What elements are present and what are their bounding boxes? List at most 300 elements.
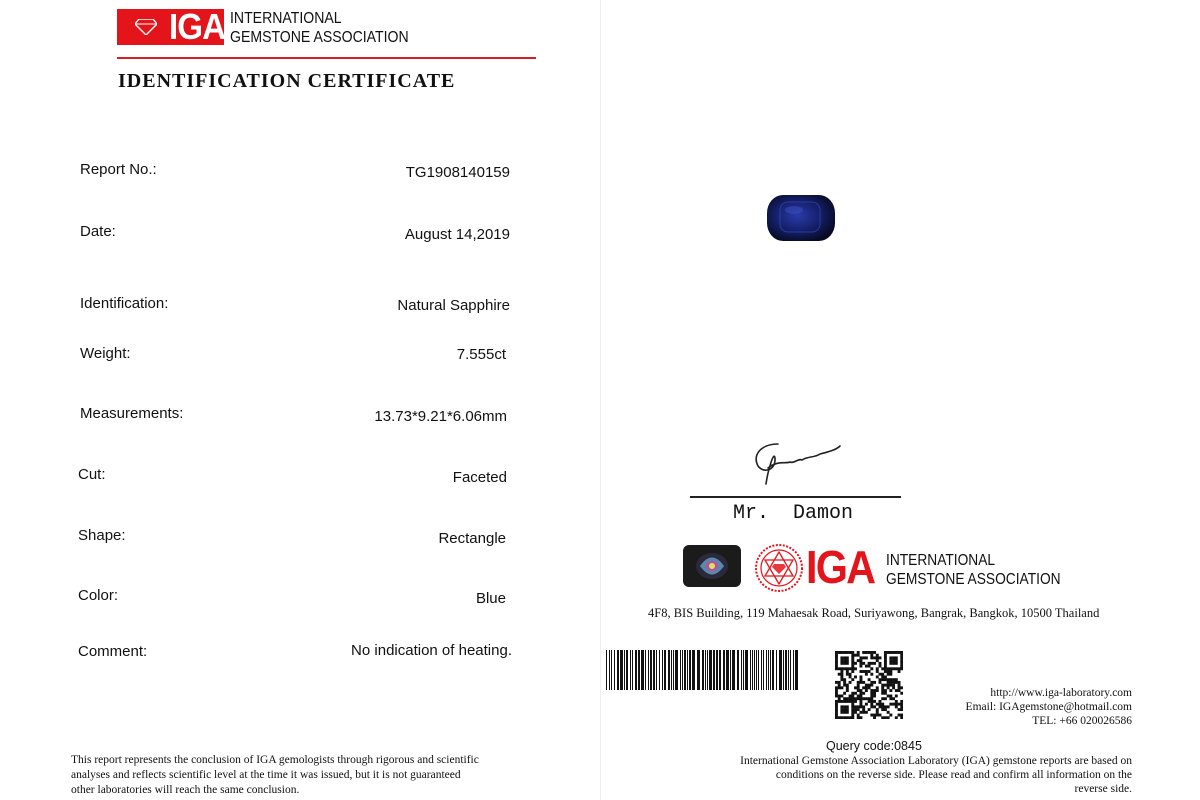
qr-module — [846, 700, 849, 703]
qr-module — [851, 654, 854, 657]
qr-module — [851, 705, 854, 708]
qr-module — [849, 651, 852, 654]
qr-module — [859, 670, 862, 673]
qr-module — [884, 678, 887, 681]
qr-module — [835, 667, 838, 670]
qr-module — [857, 705, 860, 708]
qr-module — [843, 684, 846, 687]
qr-module — [895, 678, 898, 681]
qr-module — [870, 689, 873, 692]
qr-module — [846, 705, 849, 708]
signature-line — [690, 496, 901, 498]
barcode-bar — [680, 650, 681, 690]
qr-module — [868, 684, 871, 687]
qr-module — [851, 711, 854, 714]
qr-module — [843, 716, 846, 719]
qr-module — [857, 686, 860, 689]
qr-module — [887, 673, 890, 676]
qr-module — [884, 659, 887, 662]
qr-module — [849, 695, 852, 698]
qr-module — [879, 703, 882, 706]
qr-module — [862, 686, 865, 689]
qr-module — [887, 667, 890, 670]
qr-module — [892, 681, 895, 684]
qr-module — [849, 681, 852, 684]
barcode-bar — [630, 650, 631, 690]
qr-module — [887, 695, 890, 698]
qr-module — [857, 716, 860, 719]
qr-module — [846, 667, 849, 670]
qr-module — [840, 711, 843, 714]
qr-module — [898, 708, 901, 711]
qr-module — [898, 714, 901, 717]
qr-module — [862, 705, 865, 708]
qr-module — [851, 700, 854, 703]
qr-module — [851, 714, 854, 717]
qr-module — [846, 684, 849, 687]
label-date: Date: — [80, 223, 116, 240]
qr-module — [873, 689, 876, 692]
qr-module — [862, 656, 865, 659]
qr-module — [868, 708, 871, 711]
barcode-bar — [650, 650, 652, 690]
disclaimer — [71, 753, 561, 798]
qr-module — [843, 656, 846, 659]
qr-module — [840, 705, 843, 708]
qr-module — [859, 703, 862, 706]
barcode-bar — [675, 650, 678, 690]
qr-module — [876, 689, 879, 692]
barcode-bar — [692, 650, 695, 690]
barcode-bar — [684, 650, 686, 690]
qr-module — [870, 703, 873, 706]
logo-line-1: INTERNATIONAL — [230, 10, 342, 27]
qr-module — [870, 656, 873, 659]
qr-module — [873, 714, 876, 717]
qr-module — [846, 697, 849, 700]
qr-module — [854, 700, 857, 703]
qr-module — [870, 697, 873, 700]
qr-module — [900, 659, 903, 662]
qr-module — [870, 667, 873, 670]
barcode-bar — [763, 650, 764, 690]
qr-module — [857, 651, 860, 654]
qr-module — [843, 662, 846, 665]
qr-module — [851, 651, 854, 654]
qr-module — [851, 656, 854, 659]
qr-module — [892, 659, 895, 662]
qr-module — [862, 651, 865, 654]
qr-module — [865, 673, 868, 676]
barcode-bar — [645, 650, 646, 690]
qr-module — [859, 689, 862, 692]
qr-module — [881, 692, 884, 695]
barcode-bar — [758, 650, 759, 690]
qr-module — [851, 716, 854, 719]
label-measurements: Measurements: — [80, 405, 184, 422]
qr-module — [846, 711, 849, 714]
qr-module — [884, 716, 887, 719]
qr-module — [900, 714, 903, 717]
barcode-bar — [635, 650, 637, 690]
barcode-bar — [737, 650, 739, 690]
barcode-bar — [750, 650, 751, 690]
qr-module — [843, 678, 846, 681]
qr-module — [846, 708, 849, 711]
barcode-bar — [611, 650, 612, 690]
barcode-bar — [682, 650, 683, 690]
qr-module — [884, 675, 887, 678]
qr-module — [859, 659, 862, 662]
value-identification: Natural Sapphire — [397, 297, 510, 314]
qr-module — [881, 697, 884, 700]
qr-module — [879, 662, 882, 665]
label-shape: Shape: — [78, 527, 126, 544]
qr-module — [854, 705, 857, 708]
qr-module — [859, 716, 862, 719]
qr-module — [873, 662, 876, 665]
qr-module — [859, 662, 862, 665]
barcode-bar — [776, 650, 777, 690]
contact-email: Email: IGAgemstone@hotmail.com — [965, 701, 1132, 713]
logo-wordmark — [230, 9, 409, 47]
qr-module — [889, 656, 892, 659]
qr-module — [840, 708, 843, 711]
qr-module — [851, 703, 854, 706]
qr-module — [846, 659, 849, 662]
qr-module — [857, 697, 860, 700]
qr-module — [849, 667, 852, 670]
qr-module — [876, 654, 879, 657]
barcode-bar — [719, 650, 721, 690]
barcode-bar — [617, 650, 619, 690]
qr-module — [854, 686, 857, 689]
qr-module — [854, 708, 857, 711]
qr-module — [838, 686, 841, 689]
footer-logo-line-2: GEMSTONE ASSOCIATION — [886, 571, 1061, 588]
qr-module — [835, 708, 838, 711]
qr-module — [887, 684, 890, 687]
qr-module — [889, 651, 892, 654]
qr-module — [835, 659, 838, 662]
qr-module — [870, 695, 873, 698]
value-shape: Rectangle — [438, 530, 506, 547]
qr-module — [843, 651, 846, 654]
qr-module — [849, 673, 852, 676]
barcode-bar — [790, 650, 791, 690]
lab-address: 4F8, BIS Building, 119 Mahaesak Road, Suriyawong, Bangrak, Bangkok, 10500 Thailand — [648, 606, 1100, 620]
qr-module — [887, 651, 890, 654]
qr-module — [835, 705, 838, 708]
value-date: August 14,2019 — [404, 226, 510, 243]
qr-module — [865, 711, 868, 714]
footer-logo-line-1: INTERNATIONAL — [886, 552, 996, 569]
qr-module — [879, 673, 882, 676]
barcode-bar — [648, 650, 649, 690]
qr-module — [865, 689, 868, 692]
qr-module — [843, 711, 846, 714]
qr-module — [900, 692, 903, 695]
qr-module — [881, 684, 884, 687]
qr-module — [854, 692, 857, 695]
qr-module — [892, 651, 895, 654]
barcode-bar — [624, 650, 625, 690]
qr-module — [895, 651, 898, 654]
barcode-bar — [785, 650, 787, 690]
qr-module — [854, 654, 857, 657]
label-weight: Weight: — [80, 345, 131, 362]
qr-module — [900, 686, 903, 689]
barcode-bar — [779, 650, 782, 690]
qr-module — [870, 700, 873, 703]
reverse-note-line-1: International Gemstone Association Laboratory (IGA) gemstone reports are based on — [740, 755, 1132, 767]
barcode-bar — [723, 650, 725, 690]
qr-module — [884, 697, 887, 700]
qr-module — [857, 654, 860, 657]
qr-module — [879, 656, 882, 659]
qr-module — [868, 651, 871, 654]
qr-module — [876, 686, 879, 689]
qr-module — [838, 695, 841, 698]
qr-module — [884, 692, 887, 695]
barcode-bar — [606, 650, 607, 690]
qr-module — [865, 697, 868, 700]
qr-module — [846, 673, 849, 676]
qr-module — [854, 711, 857, 714]
qr-module — [838, 667, 841, 670]
qr-module — [865, 665, 868, 668]
qr-module — [862, 692, 865, 695]
qr-module — [854, 662, 857, 665]
qr-module — [887, 681, 890, 684]
qr-module — [854, 697, 857, 700]
qr-module — [835, 692, 838, 695]
qr-module — [857, 681, 860, 684]
qr-module — [881, 667, 884, 670]
logo-abbreviation: IGA — [169, 6, 226, 47]
label-color: Color: — [78, 587, 119, 604]
barcode-bar — [632, 650, 633, 690]
qr-module — [851, 678, 854, 681]
qr-module — [843, 700, 846, 703]
qr-module — [859, 681, 862, 684]
qr-module — [835, 681, 838, 684]
label-identification: Identification: — [80, 295, 169, 312]
qr-module — [862, 697, 865, 700]
header-rule — [117, 57, 536, 59]
qr-module — [859, 711, 862, 714]
qr-module — [840, 673, 843, 676]
barcode-bar — [756, 650, 757, 690]
qr-module — [840, 651, 843, 654]
qr-module — [873, 681, 876, 684]
qr-module — [879, 665, 882, 668]
barcode-bar — [662, 650, 663, 690]
qr-module — [900, 705, 903, 708]
barcode-bar — [638, 650, 640, 690]
qr-module — [879, 705, 882, 708]
qr-module — [840, 700, 843, 703]
qr-module — [862, 711, 865, 714]
qr-module — [876, 711, 879, 714]
qr-module — [859, 665, 862, 668]
qr-module — [865, 656, 868, 659]
qr-module — [840, 670, 843, 673]
qr-module — [889, 684, 892, 687]
qr-module — [868, 678, 871, 681]
qr-module — [840, 659, 843, 662]
qr-module — [876, 675, 879, 678]
qr-module — [870, 681, 873, 684]
qr-module — [843, 692, 846, 695]
qr-module — [873, 656, 876, 659]
qr-module — [900, 667, 903, 670]
qr-module — [846, 716, 849, 719]
qr-module — [879, 681, 882, 684]
qr-module — [862, 662, 865, 665]
barcode-bar — [772, 650, 774, 690]
qr-module — [895, 716, 898, 719]
footer-logo-abbreviation: IGA — [806, 541, 875, 593]
qr-module — [859, 695, 862, 698]
qr-module — [868, 700, 871, 703]
qr-module — [876, 708, 879, 711]
qr-module — [879, 700, 882, 703]
barcode-bar — [768, 650, 769, 690]
barcode-bar — [745, 650, 748, 690]
qr-module — [892, 703, 895, 706]
qr-module — [846, 689, 849, 692]
qr-module — [857, 708, 860, 711]
qr-module — [887, 686, 890, 689]
qr-module — [887, 716, 890, 719]
barcode-bar — [626, 650, 628, 690]
qr-module — [898, 681, 901, 684]
qr-module — [898, 703, 901, 706]
qr-module — [895, 703, 898, 706]
qr-module — [846, 686, 849, 689]
qr-module — [840, 675, 843, 678]
barcode-bar — [687, 650, 688, 690]
qr-module — [895, 659, 898, 662]
qr-module — [865, 651, 868, 654]
qr-module — [835, 686, 838, 689]
barcode-bar — [673, 650, 674, 690]
qr-module — [895, 681, 898, 684]
reverse-note-line-3: reverse side. — [1074, 783, 1132, 795]
qr-module — [835, 651, 838, 654]
value-color: Blue — [475, 590, 506, 607]
qr-module — [900, 700, 903, 703]
qr-module — [868, 665, 871, 668]
qr-module — [835, 703, 838, 706]
qr-module — [868, 670, 871, 673]
qr-module — [884, 651, 887, 654]
qr-module — [849, 697, 852, 700]
barcode-bar — [609, 650, 610, 690]
qr-module — [884, 708, 887, 711]
value-weight: 7.555ct — [456, 346, 506, 363]
contact-website: http://www.iga-laboratory.com — [990, 687, 1132, 699]
barcode-bar — [656, 650, 657, 690]
qr-module — [857, 684, 860, 687]
qr-module — [838, 697, 841, 700]
barcode-bar — [730, 650, 731, 690]
logo-line-2: GEMSTONE ASSOCIATION — [230, 29, 409, 46]
barcode-bar — [732, 650, 735, 690]
qr-module — [838, 684, 841, 687]
qr-module — [881, 686, 884, 689]
barcode-bar — [713, 650, 715, 690]
qr-module — [889, 662, 892, 665]
qr-module — [835, 695, 838, 698]
qr-module — [884, 654, 887, 657]
qr-module — [884, 662, 887, 665]
barcode-bar — [671, 650, 672, 690]
barcode-bar — [705, 650, 706, 690]
barcode-bar — [761, 650, 762, 690]
qr-module — [843, 659, 846, 662]
qr-module — [870, 662, 873, 665]
qr-module — [835, 689, 838, 692]
qr-module — [843, 705, 846, 708]
qr-module — [873, 700, 876, 703]
page-divider — [600, 0, 601, 800]
sapphire-photo — [766, 194, 836, 242]
qr-module — [895, 667, 898, 670]
qr-module — [900, 651, 903, 654]
qr-module — [881, 716, 884, 719]
barcode-bar — [689, 650, 691, 690]
qr-module — [895, 700, 898, 703]
value-comment: No indication of heating. — [351, 642, 512, 659]
value-report-no: TG1908140159 — [405, 164, 510, 181]
qr-module — [835, 662, 838, 665]
label-cut: Cut: — [78, 466, 106, 483]
qr-module — [865, 684, 868, 687]
qr-module — [868, 697, 871, 700]
qr-module — [840, 678, 843, 681]
qr-module — [884, 656, 887, 659]
qr-module — [889, 695, 892, 698]
qr-module — [862, 708, 865, 711]
barcode-bar — [783, 650, 784, 690]
barcode-bar — [620, 650, 623, 690]
qr-module — [851, 665, 854, 668]
qr-module — [892, 678, 895, 681]
qr-module — [889, 667, 892, 670]
qr-module — [840, 686, 843, 689]
qr-module — [870, 692, 873, 695]
qr-module — [857, 695, 860, 698]
qr-module — [876, 703, 879, 706]
barcode-bar — [664, 650, 666, 690]
qr-module — [862, 681, 865, 684]
qr-module — [898, 689, 901, 692]
barcode-bar — [641, 650, 644, 690]
qr-module — [838, 673, 841, 676]
qr-module — [898, 651, 901, 654]
barcode-bar — [743, 650, 744, 690]
qr-module — [870, 654, 873, 657]
qr-module — [849, 700, 852, 703]
qr-module — [857, 714, 860, 717]
qr-module — [851, 662, 854, 665]
qr-module — [840, 667, 843, 670]
qr-module — [887, 705, 890, 708]
barcode-bar — [668, 650, 670, 690]
barcode-bar — [697, 650, 700, 690]
